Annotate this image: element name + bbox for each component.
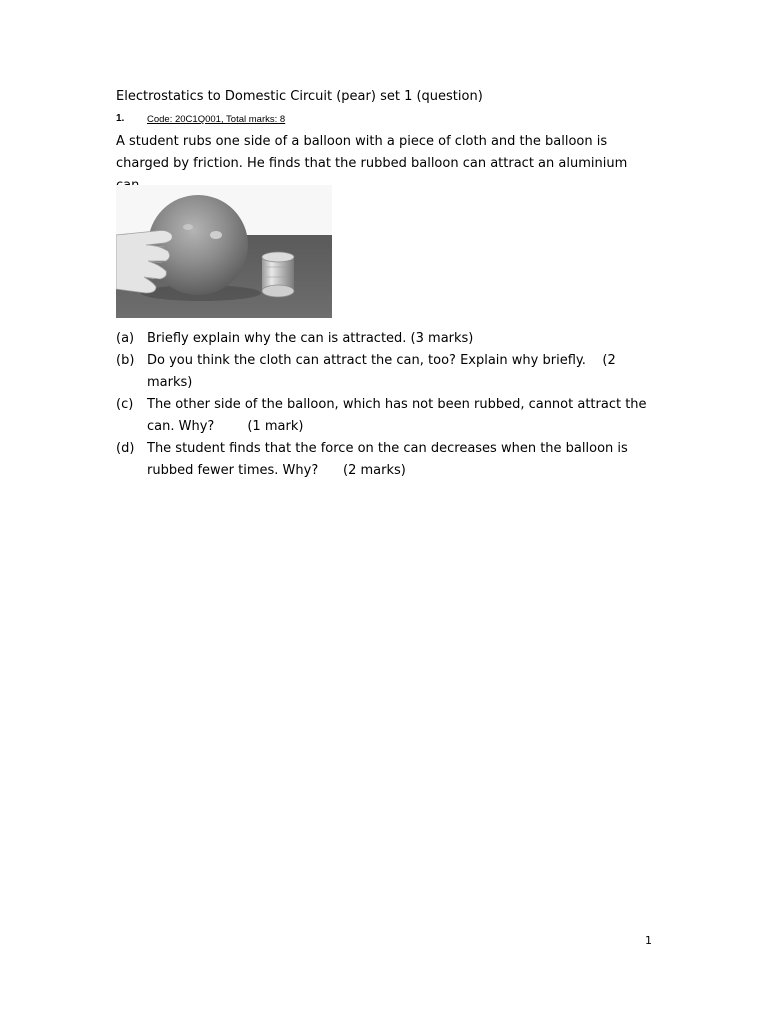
question-code: Code: 20C1Q001, Total marks: 8: [147, 114, 286, 125]
part-label: (d): [116, 441, 135, 456]
part-text: The other side of the balloon, which has not been rubbed, cannot attract the can. Why? (1 mark): [147, 397, 651, 434]
part-text: Briefly explain why the can is attracted. (3 marks): [147, 331, 474, 346]
question-part-a: [116, 328, 656, 350]
page-title: Electrostatics to Domestic Circuit (pear) set 1 (question): [116, 89, 483, 104]
balloon-can-photo: [116, 185, 332, 318]
part-label: (c): [116, 397, 134, 412]
part-label: (b): [116, 353, 135, 368]
question-part-d: [116, 438, 656, 482]
question-stem: A student rubs one side of a balloon with a piece of cloth and the balloon is charged by friction. He finds that the rubbed balloon can attract an aluminium: [116, 134, 628, 171]
question-parts: [116, 328, 656, 482]
aluminium-can: [262, 252, 294, 297]
question-part-b: [116, 350, 656, 394]
part-text: Do you think the cloth can attract the can, too? Explain why briefly. (2 marks): [147, 353, 620, 390]
question-number: 1.: [116, 113, 125, 124]
part-label: (a): [116, 331, 135, 346]
page-number: 1: [645, 934, 652, 947]
question-part-c: [116, 394, 656, 438]
balloon: [148, 195, 248, 295]
part-text: The student finds that the force on the can decreases when the balloon is rubbed fewer times. Why? (2 marks): [147, 441, 632, 478]
